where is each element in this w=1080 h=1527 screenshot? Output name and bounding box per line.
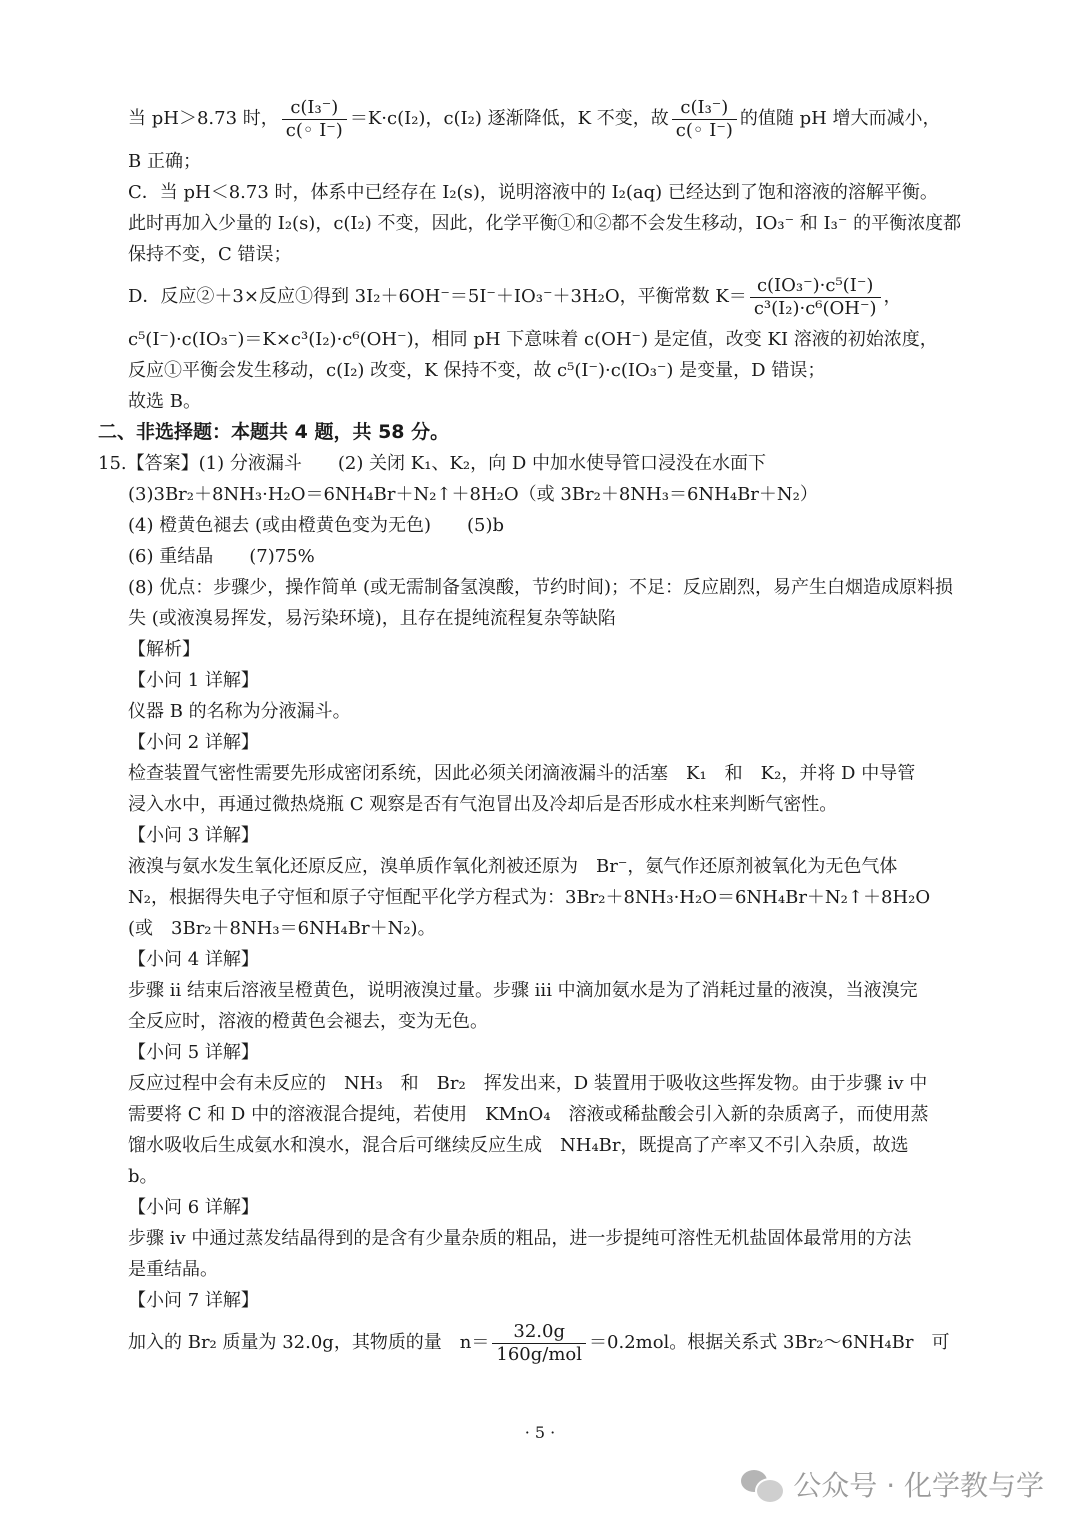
analysis-heading: 【解析】: [128, 639, 200, 660]
subquestion-heading: 【小问 6 详解】: [128, 1197, 259, 1218]
fraction-numerator: c(I₃⁻): [672, 97, 737, 120]
text-line: 反应①平衡会发生移动，c(I₂) 改变，K 保持不变，故 c⁵(I⁻)·c(IO₃⁻) 是变量，D 错误；: [128, 360, 826, 381]
fraction-numerator: c(IO₃⁻)·c⁵(I⁻): [750, 275, 881, 298]
watermark-text: 公众号 · 化学教与学: [793, 1469, 1044, 1502]
text-line: 全反应时，溶液的橙黄色会褪去，变为无色。: [128, 1011, 488, 1032]
text-line: (或 3Br₂＋8NH₃＝6NH₄Br＋N₂)。: [128, 918, 436, 939]
text-span: D．反应②＋3×反应①得到 3I₂＋6OH⁻＝5I⁻＋IO₃⁻＋3H₂O，平衡常数 K＝: [128, 286, 747, 307]
wechat-icon: [741, 1466, 783, 1502]
subquestion-heading: 【小问 3 详解】: [128, 825, 259, 846]
text-line: c⁵(I⁻)·c(IO₃⁻)＝K×c³(I₂)·c⁶(OH⁻)，相同 pH 下意味着 c(OH⁻) 是定值，改变 KI 溶液的初始浓度，: [128, 329, 938, 350]
fraction-denominator: c(◦ I⁻): [675, 119, 733, 141]
text-line: b。: [128, 1166, 158, 1187]
fraction: [282, 97, 347, 142]
watermark: [741, 1460, 1044, 1508]
fraction: [672, 97, 737, 142]
text-line: 浸入水中，再通过微热烧瓶 C 观察是否有气泡冒出及冷却后是否形成水柱来判断气密性。: [128, 794, 838, 815]
fraction-numerator: c(I₃⁻): [282, 97, 347, 120]
text-span: ＝0.2mol。根据关系式 3Br₂～6NH₄Br 可: [589, 1332, 950, 1353]
fraction-denominator: c(◦ I⁻): [285, 119, 343, 141]
text-line: N₂，根据得失电子守恒和原子守恒配平化学方程式为：3Br₂＋8NH₃·H₂O＝6NH₄Br＋N₂↑＋8H₂O: [128, 887, 931, 908]
text-span: 加入的 Br₂ 质量为 32.0g，其物质的量 n＝: [128, 1332, 490, 1353]
text-line: 是重结晶。: [128, 1259, 218, 1280]
page-number: · 5 ·: [524, 1423, 556, 1442]
fraction-numerator: 32.0g: [492, 1321, 586, 1344]
fraction-denominator: 160g/mol: [496, 1343, 583, 1365]
fraction: [492, 1321, 586, 1366]
text-span: 的值随 pH 增大而减小，: [739, 108, 941, 129]
text-span: ＝K·c(I₂)，c(I₂) 逐渐降低，K 不变，故: [349, 108, 669, 129]
text-line: 步骤 ii 结束后溶液呈橙黄色，说明液溴过量。步骤 iii 中滴加氨水是为了消耗过量的液溴，当液溴完: [128, 980, 918, 1001]
answer-line: (4) 橙黄色褪去 (或由橙黄色变为无色) (5)b: [128, 515, 505, 536]
text-line: 保持不变，C 错误；: [128, 244, 292, 265]
option-b-ratio-line: [128, 92, 980, 146]
text-span: 当 pH＞8.73 时，: [128, 108, 279, 129]
subquestion-heading: 【小问 5 详解】: [128, 1042, 259, 1063]
subquestion-heading: 【小问 7 详解】: [128, 1290, 259, 1311]
section-title: 二、非选择题：本题共 4 题，共 58 分。: [98, 421, 450, 443]
subquestion-heading: 【小问 2 详解】: [128, 732, 259, 753]
subquestion-heading: 【小问 1 详解】: [128, 670, 259, 691]
answer-line: 失 (或液溴易挥发，易污染环境)，且存在提纯流程复杂等缺陷: [128, 608, 616, 629]
text-line: 故选 B。: [128, 391, 201, 412]
page-content: [98, 92, 980, 1370]
text-line: 检查装置气密性需要先形成密闭系统，因此必须关闭滴液漏斗的活塞 K₁ 和 K₂，并将 D 中导管: [128, 763, 916, 784]
text-line: 此时再加入少量的 I₂(s)，c(I₂) 不变，因此，化学平衡①和②都不会发生移动，IO₃⁻ 和 I₃⁻ 的平衡浓度都: [128, 213, 962, 234]
text-line: 馏水吸收后生成氨水和溴水，混合后可继续反应生成 NH₄Br，既提高了产率又不引入杂质，故选: [128, 1135, 909, 1156]
fraction: [750, 275, 881, 320]
text-line: C．当 pH＜8.73 时，体系中已经存在 I₂(s)，说明溶液中的 I₂(aq) 已经达到了饱和溶液的溶解平衡。: [128, 182, 938, 203]
answer-line: (3)3Br₂＋8NH₃·H₂O＝6NH₄Br＋N₂↑＋8H₂O（或 3Br₂＋8NH₃＝6NH₄Br＋N₂）: [128, 484, 818, 505]
answer-line: 15.【答案】(1) 分液漏斗 (2) 关闭 K₁、K₂，向 D 中加水使导管口浸没在水面下: [98, 453, 766, 474]
text-line: B 正确；: [128, 151, 201, 172]
fraction-denominator: c³(I₂)·c⁶(OH⁻): [753, 297, 877, 319]
text-line: 需要将 C 和 D 中的溶液混合提纯，若使用 KMnO₄ 溶液或稀盐酸会引入新的杂质离子，而使用蒸: [128, 1104, 929, 1125]
text-line: 步骤 iv 中通过蒸发结晶得到的是含有少量杂质的粗品，进一步提纯可溶性无机盐固体最常用的方法: [128, 1228, 912, 1249]
option-d-equilibrium-line: [128, 270, 980, 324]
text-line: 反应过程中会有未反应的 NH₃ 和 Br₂ 挥发出来，D 装置用于吸收这些挥发物。由于步骤 iv 中: [128, 1073, 928, 1094]
answer-line: (6) 重结晶 (7)75%: [128, 546, 315, 567]
mole-calculation-line: [128, 1316, 980, 1370]
subquestion-heading: 【小问 4 详解】: [128, 949, 259, 970]
text-line: 液溴与氨水发生氧化还原反应，溴单质作氧化剂被还原为 Br⁻，氨气作还原剂被氧化为无色气体: [128, 856, 898, 877]
text-span: ，: [883, 286, 902, 307]
text-line: 仪器 B 的名称为分液漏斗。: [128, 701, 351, 722]
answer-line: (8) 优点：步骤少，操作简单 (或无需制备氢溴酸，节约时间)；不足：反应剧烈，易产生白烟造成原料损: [128, 577, 953, 598]
